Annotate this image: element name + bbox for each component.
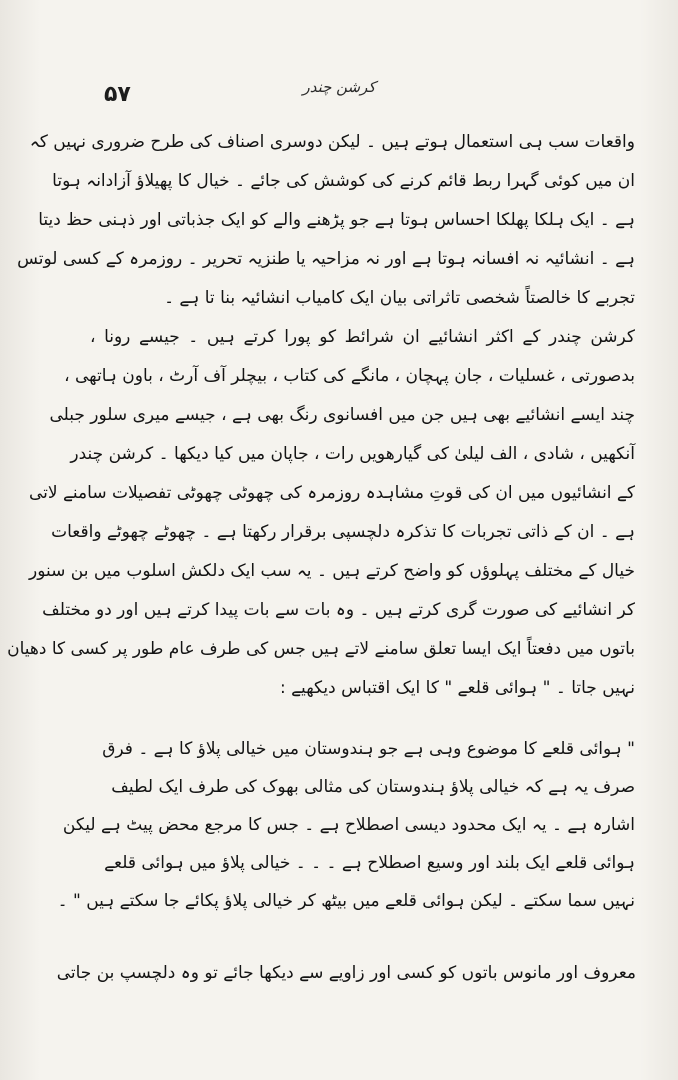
text-line: تجربے کا خالصتاً شخصی تاثراتی بیان ایک کامیاب انشائیہ بنا تا ہے ۔ (164, 288, 635, 308)
quote-line: " ہوائی قلعے کا موضوع وہی ہے جو ہندوستان میں خیالی پلاؤ کا ہے ۔ فرق (102, 739, 635, 759)
main-paragraphs (7, 123, 635, 708)
running-title: کرشن چندر (302, 78, 376, 96)
text-line: باتوں میں دفعتاً ایک ایسا تعلق سامنے لاتے ہیں جس کی طرف عام طور پر کسی کا دھیان (7, 639, 635, 659)
text-line: ہے ۔ ایک ہلکا پھلکا احساس ہوتا ہے جو پڑھنے والے کو ایک جذباتی اور ذہنی حظ دیتا (38, 210, 635, 230)
block-quote (57, 730, 635, 920)
quote-line: صرف یہ ہے کہ خیالی پلاؤ ہندوستان کی مثالی بھوک کی طرف ایک لطیف (111, 777, 635, 797)
text-line: ہے ۔ انشائیہ نہ افسانہ ہوتا ہے اور نہ مزاحیہ یا طنزیہ تحریر ۔ روزمرہ کے کسی لوتس (17, 249, 635, 269)
text-line: ان میں کوئی گہرا ربط قائم کرنے کی کوشش کی جائے ۔ خیال کا پھیلاؤ آزادانہ ہوتا (52, 171, 635, 191)
text-line: کرشن چندر کے اکثر انشائیے ان شرائط کو پورا کرتے ہیں ۔ جیسے رونا ، (90, 327, 635, 347)
page-number: ۵۷ (104, 82, 131, 107)
quote-line: اشارہ ہے ۔ یہ ایک محدود دیسی اصطلاح ہے ۔ جس کا مرجع محض پیٹ ہے لیکن (62, 815, 635, 835)
text-line: چند ایسے انشائیے بھی ہیں جن میں افسانوی رنگ بھی ہے ، جیسے میری سلور جبلی (49, 405, 635, 425)
text-line: آنکھیں ، شادی ، الف لیلیٰ کی گیارھویں رات ، جاپان میں کیا دیکھا ۔ کرشن چندر (70, 444, 635, 464)
text-line: بدصورتی ، غسلیات ، جان پہچان ، مانگے کی کتاب ، بیچلر آف آرٹ ، باون ہاتھی ، (64, 366, 635, 386)
text-line: واقعات سب ہی استعمال ہوتے ہیں ۔ لیکن دوسری اصناف کی طرح ضروری نہیں کہ (29, 132, 635, 152)
quote-line: نہیں سما سکتے ۔ لیکن ہوائی قلعے میں بیٹھ کر خیالی پلاؤ پکائے جا سکتے ہیں " ۔ (57, 891, 635, 911)
text-line: کر انشائیے کی صورت گری کرتے ہیں ۔ وہ بات سے بات پیدا کرتے ہیں اور دو مختلف (42, 600, 635, 620)
text-line: ہے ۔ ان کے ذاتی تجربات کا تذکرہ دلچسپی برقرار رکھتا ہے ۔ چھوٹے چھوٹے واقعات (51, 522, 635, 542)
text-line: معروف اور مانوس باتوں کو کسی اور زاویے سے دیکھا جائے تو وہ دلچسپ بن جاتی (56, 963, 636, 983)
text-line: کے انشائیوں میں ان کی قوتِ مشاہدہ روزمرہ کی چھوٹی چھوٹی تفصیلات سامنے لاتی (28, 483, 635, 503)
closing-paragraph (56, 954, 636, 993)
quote-line: ہوائی قلعے ایک بلند اور وسیع اصطلاح ہے ۔ ۔ ۔ خیالی پلاؤ میں ہوائی قلعے (104, 853, 635, 873)
text-line: خیال کے مختلف پہلوؤں کو واضح کرتے ہیں ۔ یہ سب ایک دلکش اسلوب میں بن سنور (29, 561, 635, 581)
text-line: نہیں جاتا ۔ " ہوائی قلعے " کا ایک اقتباس دیکھیے : (279, 678, 635, 698)
